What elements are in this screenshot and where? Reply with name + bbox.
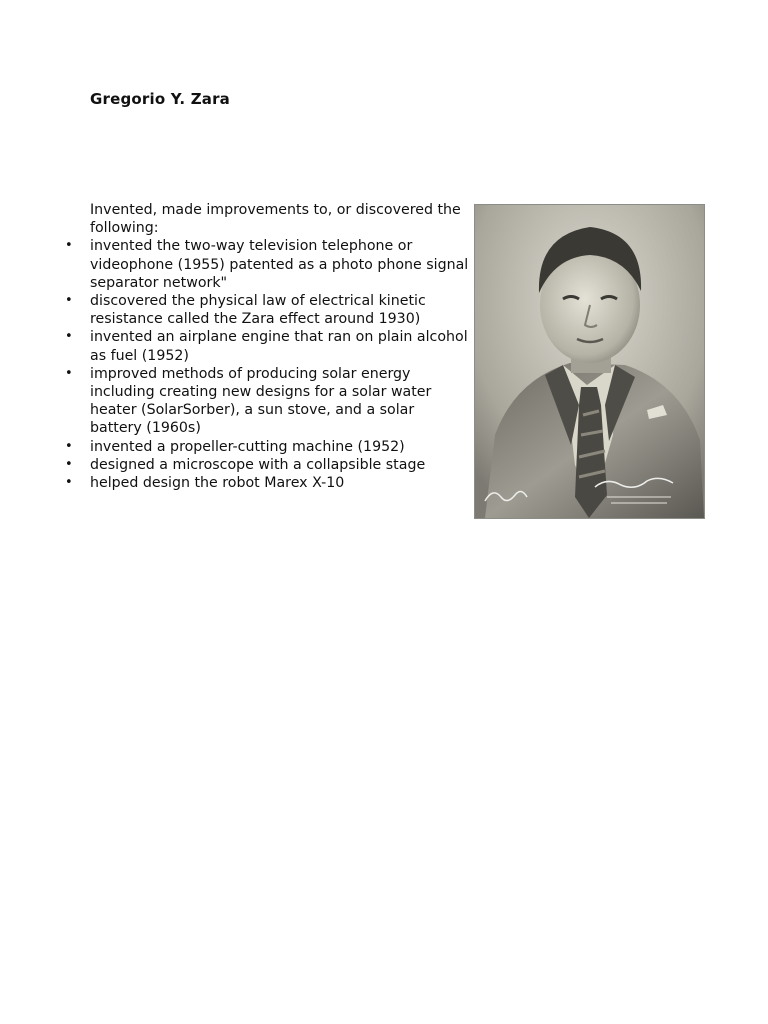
list-item: • designed a microscope with a collapsible stage [65, 456, 426, 473]
list-item: • invented a propeller-cutting machine (1952) [65, 438, 405, 455]
portrait-image [475, 205, 704, 518]
list-item: • invented the two-way television telephone or videophone (1955) patented as a photo phone signal separator network" [65, 238, 469, 291]
page-title: Gregorio Y. Zara [90, 90, 231, 108]
list-item: • improved methods of producing solar energy including creating new designs for a solar water heater (SolarSorber), a sun stove, and a solar battery (1960s) [65, 365, 432, 437]
bullet-icon: • [65, 238, 73, 254]
list-item: • helped design the robot Marex X-10 [65, 475, 345, 492]
list-item: • discovered the physical law of electrical kinetic resistance called the Zara effect around 1930) [65, 293, 426, 328]
portrait-photo [474, 204, 705, 519]
bullet-icon: • [65, 475, 73, 491]
bullet-icon: • [65, 365, 73, 381]
inventions-list [60, 237, 470, 492]
inventions-section [60, 201, 470, 492]
bullet-icon: • [65, 438, 73, 454]
list-item: • invented an airplane engine that ran on plain alcohol as fuel (1952) [65, 329, 468, 364]
intro-text: Invented, made improvements to, or discovered the following: [90, 202, 461, 237]
bullet-icon: • [65, 293, 73, 309]
bullet-icon: • [65, 329, 73, 345]
bullet-icon: • [65, 456, 73, 472]
